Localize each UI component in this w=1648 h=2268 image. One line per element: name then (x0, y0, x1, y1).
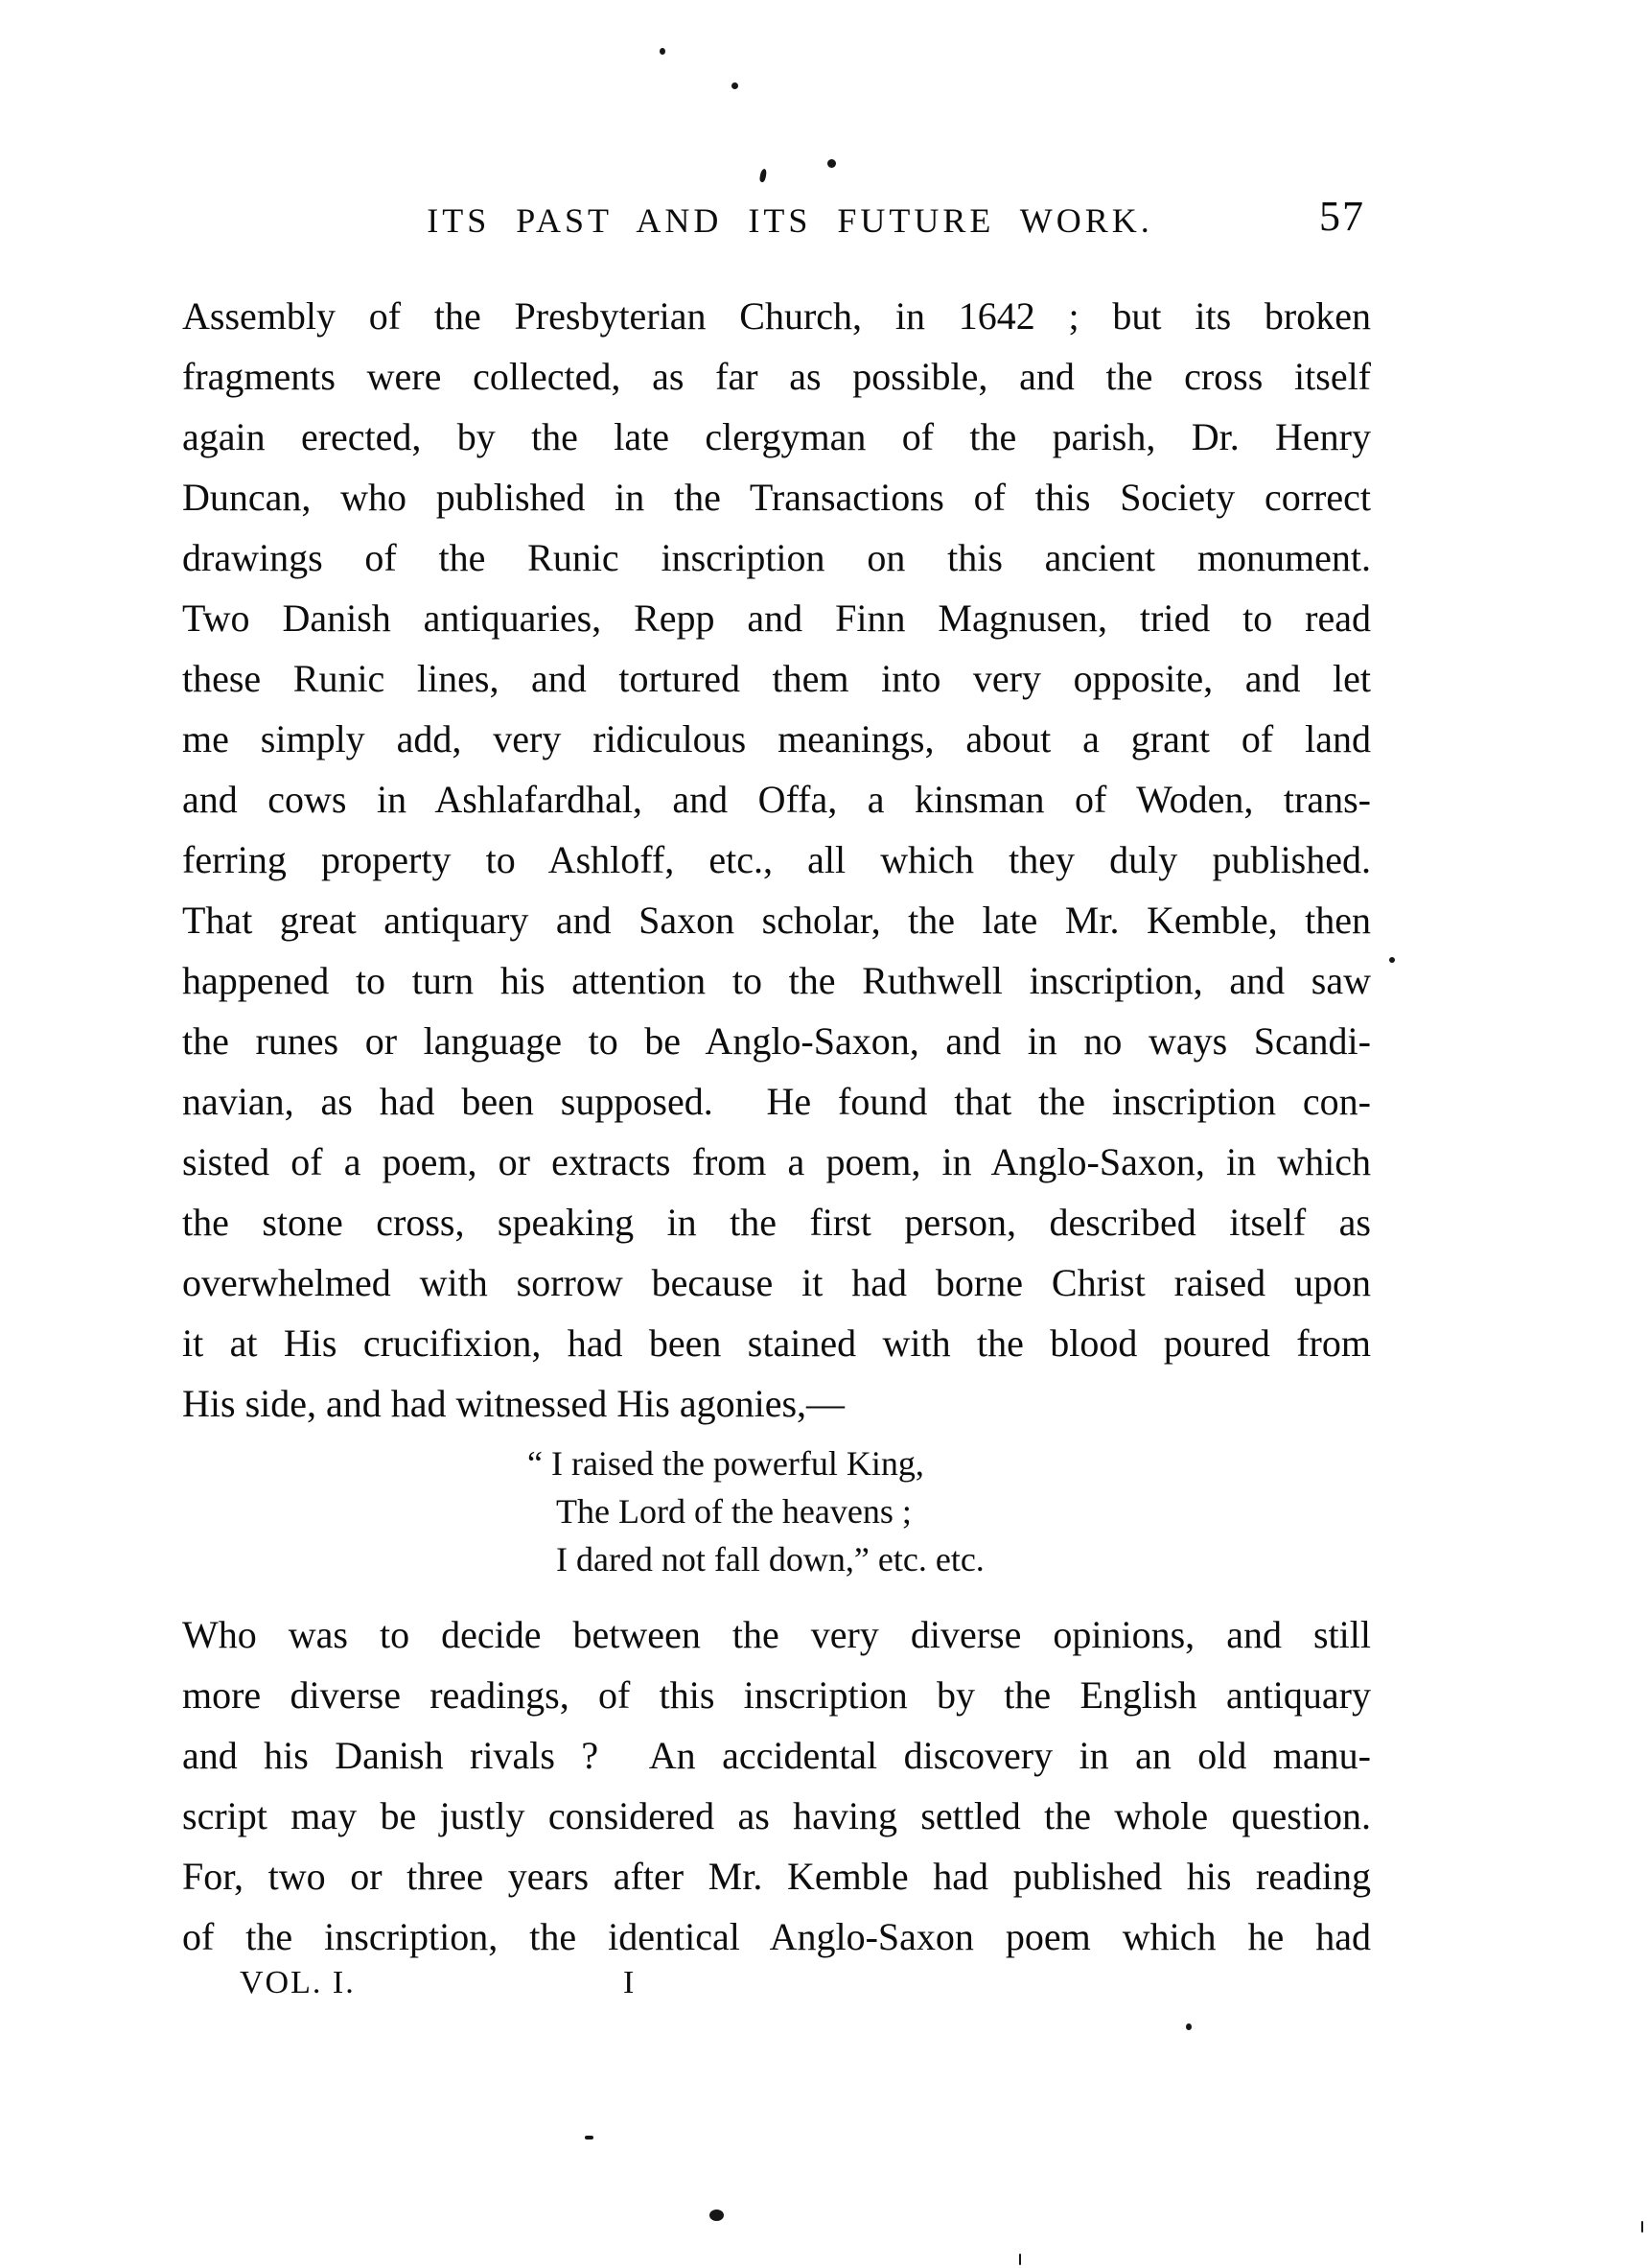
ink-speck (827, 159, 836, 168)
text-column (182, 286, 1371, 1967)
text-line: the stone cross, speaking in the first person, described itself as (182, 1201, 1371, 1244)
text-line: Duncan, who published in the Transactions of this Society correct (182, 476, 1371, 519)
page-number: 57 (1319, 193, 1365, 240)
text-line: overwhelmed with sorrow because it had borne Christ raised upon (182, 1261, 1371, 1304)
text-line: more diverse readings, of this inscription by the English antiquary (182, 1673, 1371, 1717)
ink-speck (1019, 2254, 1021, 2265)
running-header-title: ITS PAST AND ITS FUTURE WORK. (427, 201, 1153, 240)
text-line: For, two or three years after Mr. Kemble had published his reading (182, 1855, 1371, 1898)
page-footer (182, 1962, 1371, 2004)
text-line: these Runic lines, and tortured them into very opposite, and let (182, 657, 1371, 700)
text-line: it at His crucifixion, had been stained with the blood poured from (182, 1321, 1371, 1365)
ink-speck (759, 169, 768, 183)
quote-line: The Lord of the heavens ; (556, 1492, 912, 1531)
ink-speck (709, 2210, 724, 2221)
text-line: fragments were collected, as far as possible, and the cross itself (182, 355, 1371, 398)
text-line: me simply add, very ridiculous meanings, about a grant of land (182, 717, 1371, 760)
text-line: drawings of the Runic inscription on this ancient monument. (182, 536, 1371, 579)
signature-mark: I (623, 1965, 635, 2000)
text-line: and cows in Ashlafardhal, and Offa, a kinsman of Woden, trans- (182, 778, 1371, 821)
text-line: of the inscription, the identical Anglo-Saxon poem which he had (182, 1915, 1371, 1958)
text-line: the runes or language to be Anglo-Saxon, and in no ways Scandi- (182, 1019, 1371, 1063)
volume-label: VOL. I. (240, 1965, 356, 2000)
text-line: That great antiquary and Saxon scholar, the late Mr. Kemble, then (182, 899, 1371, 942)
ink-speck (585, 2136, 593, 2139)
page-header (182, 193, 1371, 246)
text-line: navian, as had been supposed. He found that the inscription con- (182, 1080, 1371, 1123)
verse-quote (182, 1439, 1371, 1583)
paragraph-2 (182, 1604, 1371, 1967)
text-line: happened to turn his attention to the Ruthwell inscription, and saw (182, 959, 1371, 1002)
text-line: Who was to decide between the very diverse opinions, and still (182, 1613, 1371, 1656)
text-line: His side, and had witnessed His agonies,— (182, 1382, 846, 1425)
text-line: ferring property to Ashloff, etc., all which they duly published. (182, 838, 1371, 881)
text-line: Assembly of the Presbyterian Church, in 1642 ; but its broken (182, 294, 1371, 338)
text-line: and his Danish rivals ? An accidental discovery in an old manu- (182, 1734, 1371, 1777)
ink-speck (731, 82, 738, 89)
ink-speck (1641, 2221, 1643, 2233)
text-line: script may be justly considered as having settled the whole question. (182, 1794, 1371, 1837)
quote-line: I dared not fall down,” etc. etc. (556, 1540, 985, 1578)
quote-line: “ I raised the powerful King, (527, 1444, 924, 1483)
text-line: Two Danish antiquaries, Repp and Finn Magnusen, tried to read (182, 596, 1371, 640)
paragraph-1 (182, 286, 1371, 1434)
ink-speck (1389, 957, 1395, 963)
text-line: sisted of a poem, or extracts from a poem, in Anglo-Saxon, in which (182, 1140, 1371, 1183)
ink-speck (1186, 2023, 1192, 2030)
ink-speck (660, 48, 665, 55)
text-line: again erected, by the late clergyman of the parish, Dr. Henry (182, 415, 1371, 458)
